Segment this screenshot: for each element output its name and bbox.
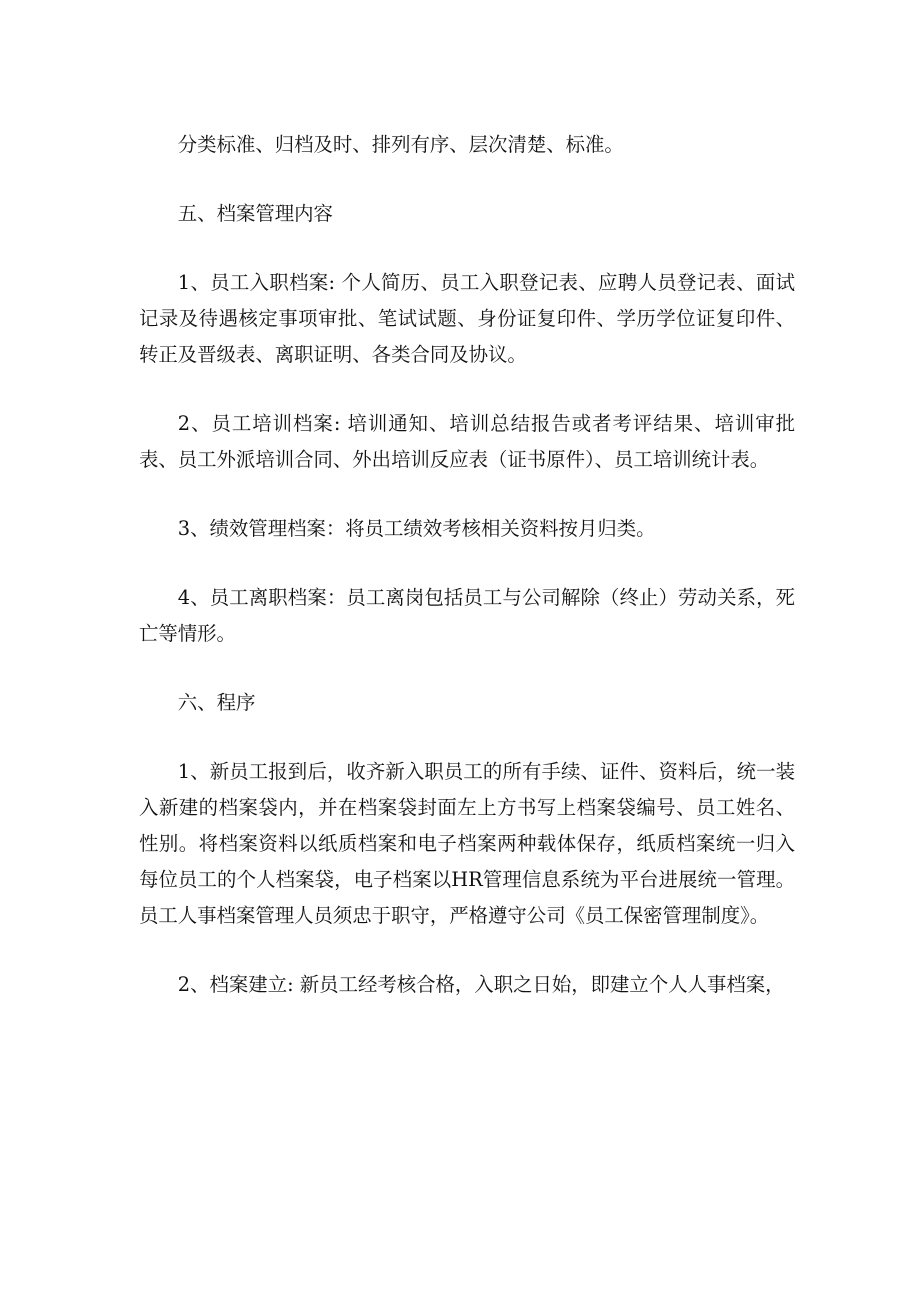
paragraph-archive-establishment: 2、档案建立: 新员工经考核合格，入职之日始，即建立个人人事档案， — [177, 973, 785, 996]
section-heading-archive-content: 五、档案管理内容 — [177, 202, 333, 225]
paragraph-new-employee-procedure: 1、新员工报到后，收齐新入职员工的所有手续、证件、资料后，统一装入新建的档案袋内，并在档案袋封面左上方书写上档案袋编号、员工姓名、性别。将档案资料以纸质档案和电子档案两种载体保存，纸质档案统一归入每位员工的个人档案袋，电子档案以HR管理信息系统为平台进展统一管理。员工人事档案管理人员须忠于职守，严格遵守公司《员工保密管理制度》。 — [139, 760, 795, 927]
paragraph-classification-standards: 分类标准、归档及时、排列有序、层次清楚、标准。 — [177, 133, 624, 156]
paragraph-training-archive: 2、员工培训档案: 培训通知、培训总结报告或者考评结果、培训审批表、员工外派培训合同、外出培训反应表（证书原件）、员工培训统计表。 — [139, 412, 795, 471]
paragraph-performance-archive: 3、绩效管理档案：将员工绩效考核相关资料按月归类。 — [177, 517, 656, 540]
paragraph-resignation-archive: 4、员工离职档案：员工离岗包括员工与公司解除（终止）劳动关系，死亡等情形。 — [139, 586, 795, 645]
document-body — [139, 127, 795, 1036]
section-heading-procedure: 六、程序 — [177, 691, 256, 714]
paragraph-onboarding-archive: 1、员工入职档案: 个人简历、员工入职登记表、应聘人员登记表、面试记录及待遇核定事项审批、笔试试题、身份证复印件、学历学位证复印件、转正及晋级表、离职证明、各类合同及协议。 — [139, 271, 795, 366]
